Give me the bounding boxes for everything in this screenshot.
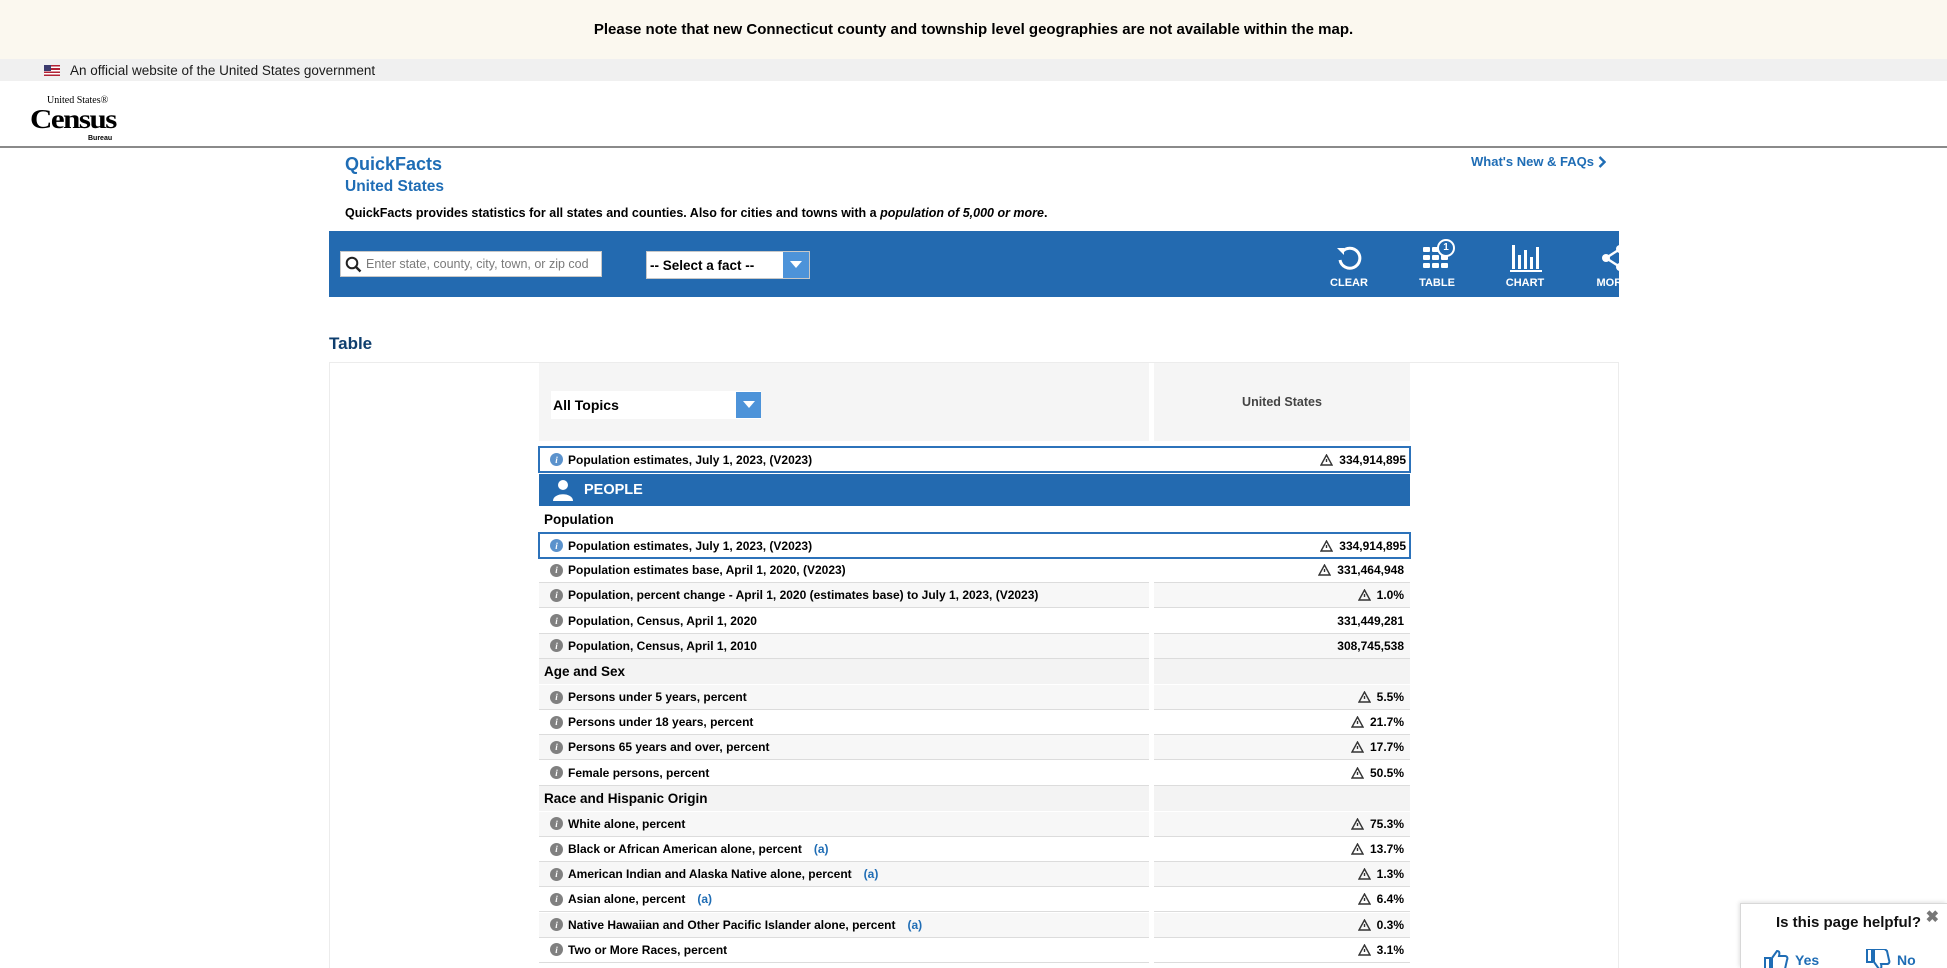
info-icon[interactable]: i	[550, 589, 563, 602]
info-icon[interactable]: i	[550, 614, 563, 627]
row-label: White alone, percent	[568, 816, 686, 831]
row-label-cell	[539, 710, 1149, 735]
more-button[interactable]	[1583, 243, 1643, 289]
row-value: 13.7%	[1369, 842, 1404, 856]
row-label-cell	[539, 913, 1149, 938]
clear-label: CLEAR	[1330, 277, 1368, 289]
search-box	[340, 251, 602, 277]
footnote-link[interactable]: (a)	[697, 892, 713, 907]
row-value: 0.3%	[1376, 917, 1404, 932]
page-description	[345, 206, 1048, 220]
clear-button[interactable]	[1319, 243, 1379, 289]
table-row[interactable]	[539, 812, 1410, 837]
footnote-link[interactable]: (a)	[907, 917, 923, 932]
row-value: 75.3%	[1369, 816, 1404, 831]
gov-banner-text: An official website of the United States government	[70, 62, 376, 78]
info-icon[interactable]: i	[550, 893, 563, 906]
close-icon[interactable]: ✖	[1925, 909, 1939, 926]
section-title: PEOPLE	[584, 482, 643, 498]
table-row[interactable]	[539, 862, 1410, 887]
subheader-value-cell	[1154, 507, 1410, 532]
info-icon[interactable]: i	[550, 639, 563, 652]
whats-new-link[interactable]	[1471, 154, 1606, 169]
selected-geography: United States	[345, 178, 445, 195]
row-value: 50.5%	[1369, 765, 1404, 780]
table-row[interactable]	[539, 685, 1410, 710]
row-label: Population estimates base, April 1, 2020, (V2023)	[568, 563, 846, 578]
topic-select[interactable]	[551, 391, 761, 419]
row-value: 334,914,895	[1339, 452, 1406, 467]
subheader-value-cell	[1154, 659, 1410, 684]
thumbs-up-icon	[1763, 949, 1789, 968]
row-label-cell	[539, 812, 1149, 837]
info-icon[interactable]: i	[550, 766, 563, 779]
row-label: Native Hawaiian and Other Pacific Islander alone, percent	[568, 917, 896, 932]
row-value: 331,464,948	[1337, 563, 1404, 578]
table-row[interactable]	[539, 938, 1410, 963]
row-label: Persons 65 years and over, percent	[568, 740, 770, 755]
chart-label: CHART	[1505, 277, 1545, 289]
chevron-down-icon[interactable]	[733, 392, 761, 418]
person-icon	[552, 479, 574, 501]
warning-triangle-icon[interactable]	[1351, 741, 1364, 753]
info-icon[interactable]: i	[550, 918, 563, 931]
row-value-cell	[1154, 913, 1410, 938]
bar-chart-icon	[1510, 243, 1542, 273]
row-value: 3.1%	[1376, 942, 1404, 957]
row-label-cell	[539, 887, 1149, 912]
gov-banner	[0, 59, 1947, 81]
table-row[interactable]	[538, 532, 1411, 559]
description-emphasis: population of 5,000 or more	[880, 206, 1045, 220]
row-label: Female persons, percent	[568, 765, 710, 780]
info-icon[interactable]: i	[550, 868, 563, 881]
row-value-cell	[1154, 534, 1410, 557]
warning-triangle-icon[interactable]	[1358, 893, 1371, 905]
search-icon	[345, 256, 362, 273]
description-end: .	[1044, 206, 1048, 220]
row-value-cell	[1154, 685, 1410, 710]
row-label: American Indian and Alaska Native alone, percent	[568, 867, 852, 882]
row-label-cell	[539, 837, 1149, 862]
us-flag-icon	[44, 65, 60, 76]
feedback-widget	[1740, 903, 1947, 968]
row-value: 331,449,281	[1337, 613, 1404, 628]
row-value-cell	[1154, 609, 1410, 634]
warning-triangle-icon[interactable]	[1351, 818, 1364, 830]
info-icon[interactable]: i	[550, 716, 563, 729]
info-icon[interactable]: i	[550, 691, 563, 704]
table-subheader	[539, 786, 1410, 811]
row-label-cell	[539, 634, 1149, 659]
row-label: Asian alone, percent	[568, 892, 686, 907]
table-button[interactable]	[1407, 243, 1467, 289]
row-value: 6.4%	[1376, 892, 1404, 907]
row-label: Population, Census, April 1, 2020	[568, 613, 757, 628]
row-label: Population, Census, April 1, 2010	[568, 638, 757, 653]
warning-triangle-icon[interactable]	[1358, 691, 1371, 703]
subheader-label-cell	[539, 659, 1149, 684]
row-value: 17.7%	[1369, 740, 1404, 755]
row-value: 1.3%	[1376, 867, 1404, 882]
column-header-united-states[interactable]: United States	[1154, 363, 1410, 441]
geography-search-input[interactable]	[366, 257, 588, 271]
table-count-badge: 1	[1437, 239, 1455, 257]
row-value-cell	[1154, 938, 1410, 963]
description-text: QuickFacts provides statistics for all states and counties. Also for cities and towns with a	[345, 206, 881, 220]
table-row[interactable]	[539, 609, 1410, 634]
refresh-icon	[1334, 243, 1364, 273]
table-row[interactable]	[539, 761, 1410, 786]
table-subheader	[539, 659, 1410, 684]
feedback-question: Is this page helpful?	[1776, 914, 1922, 931]
table-row[interactable]	[539, 583, 1410, 608]
feedback-yes-button[interactable]	[1763, 949, 1819, 968]
info-icon[interactable]: i	[550, 453, 563, 466]
subheader-value-cell	[1154, 786, 1410, 811]
table-subheader	[539, 507, 1410, 532]
warning-triangle-icon[interactable]	[1358, 919, 1371, 931]
warning-triangle-icon[interactable]	[1351, 767, 1364, 779]
warning-triangle-icon[interactable]	[1351, 843, 1364, 855]
row-label-cell	[539, 558, 1149, 583]
table-heading: Table	[329, 334, 373, 353]
row-value-cell	[1154, 837, 1410, 862]
fact-select[interactable]	[646, 251, 810, 279]
info-icon[interactable]: i	[550, 741, 563, 754]
row-label: Persons under 18 years, percent	[568, 715, 754, 730]
footnote-link[interactable]: (a)	[863, 867, 879, 882]
row-value-cell	[1154, 735, 1410, 760]
warning-triangle-icon[interactable]	[1358, 944, 1371, 956]
yes-label: Yes	[1795, 952, 1820, 968]
info-icon[interactable]: i	[550, 539, 563, 552]
row-value-cell	[1154, 634, 1410, 659]
row-label-cell	[539, 735, 1149, 760]
topic-header-cell	[539, 363, 1149, 441]
row-value-cell	[1154, 583, 1410, 608]
table-row[interactable]	[539, 913, 1410, 938]
logo-bottom-text: Bureau	[88, 135, 113, 142]
row-label-cell	[540, 534, 1150, 557]
fact-select-value: -- Select a fact --	[650, 257, 755, 273]
chart-button[interactable]	[1495, 243, 1555, 289]
info-icon[interactable]: i	[550, 817, 563, 830]
notice-text: Please note that new Connecticut county and township level geographies are not available within the map.	[593, 21, 1354, 38]
table-row[interactable]	[539, 710, 1410, 735]
row-label-cell	[539, 609, 1149, 634]
more-label: MORE	[1596, 277, 1630, 289]
warning-triangle-icon[interactable]	[1320, 540, 1333, 552]
census-logo[interactable]	[30, 95, 120, 142]
warning-triangle-icon[interactable]	[1358, 868, 1371, 880]
row-value-cell	[1154, 710, 1410, 735]
chevron-down-icon[interactable]	[781, 252, 809, 278]
row-label-cell	[539, 685, 1149, 710]
quickfacts-toolbar	[329, 231, 1630, 297]
row-label-cell	[539, 938, 1149, 963]
info-icon[interactable]: i	[550, 564, 563, 577]
row-value: 308,745,538	[1337, 638, 1404, 653]
row-label-cell	[540, 448, 1150, 471]
row-label: Persons under 5 years, percent	[568, 690, 747, 704]
row-value: 5.5%	[1376, 690, 1404, 704]
row-label: Population estimates, July 1, 2023, (V2023)	[568, 538, 813, 553]
row-label: Black or African American alone, percent	[568, 842, 802, 856]
site-header	[0, 81, 1947, 148]
chevron-right-icon	[1598, 156, 1606, 168]
row-value-cell	[1154, 558, 1410, 583]
row-value-cell	[1154, 761, 1410, 786]
table-row[interactable]	[539, 558, 1410, 583]
warning-triangle-icon[interactable]	[1351, 716, 1364, 728]
table-row-highlighted[interactable]	[538, 446, 1411, 473]
topic-select-value: All Topics	[553, 397, 619, 413]
subheader-title: Race and Hispanic Origin	[544, 790, 708, 806]
table-row[interactable]	[539, 837, 1410, 862]
row-value-cell	[1154, 862, 1410, 887]
row-value: 334,914,895	[1339, 538, 1406, 553]
row-value-cell	[1154, 448, 1410, 471]
warning-triangle-icon[interactable]	[1318, 564, 1331, 576]
page-title[interactable]: QuickFacts	[345, 154, 443, 174]
thumbs-down-icon	[1865, 949, 1891, 968]
no-label: No	[1897, 952, 1916, 968]
footnote-link[interactable]: (a)	[813, 842, 829, 856]
row-label: Two or More Races, percent	[568, 942, 728, 957]
row-label: Population, percent change - April 1, 2020 (estimates base) to July 1, 2023, (V2023)	[568, 588, 1039, 603]
row-label-cell	[539, 862, 1149, 887]
warning-triangle-icon[interactable]	[1320, 454, 1333, 466]
logo-top-text: United States®	[47, 95, 109, 106]
row-value-cell	[1154, 812, 1410, 837]
row-label: Population estimates, July 1, 2023, (V2023)	[568, 452, 813, 467]
warning-triangle-icon[interactable]	[1358, 589, 1371, 601]
table-label: TABLE	[1419, 277, 1455, 289]
subheader-title: Age and Sex	[544, 664, 626, 679]
table-row[interactable]	[539, 887, 1410, 912]
row-label-cell	[539, 761, 1149, 786]
subheader-label-cell	[539, 786, 1149, 811]
row-value: 21.7%	[1369, 715, 1404, 730]
info-icon[interactable]: i	[550, 843, 563, 856]
info-icon[interactable]: i	[550, 943, 563, 956]
feedback-no-button[interactable]	[1865, 949, 1916, 968]
site-notice	[0, 0, 1947, 59]
logo-main-text: Census	[30, 102, 116, 135]
row-value-cell	[1154, 887, 1410, 912]
row-value: 1.0%	[1376, 588, 1404, 603]
subheader-title: Population	[544, 512, 614, 527]
subheader-label-cell	[539, 507, 1149, 532]
row-label-cell	[539, 583, 1149, 608]
whats-new-label: What's New & FAQs	[1471, 154, 1594, 169]
table-row[interactable]	[539, 735, 1410, 760]
share-icon	[1598, 243, 1628, 273]
section-header-people[interactable]	[539, 474, 1410, 506]
table-row[interactable]	[539, 634, 1410, 659]
